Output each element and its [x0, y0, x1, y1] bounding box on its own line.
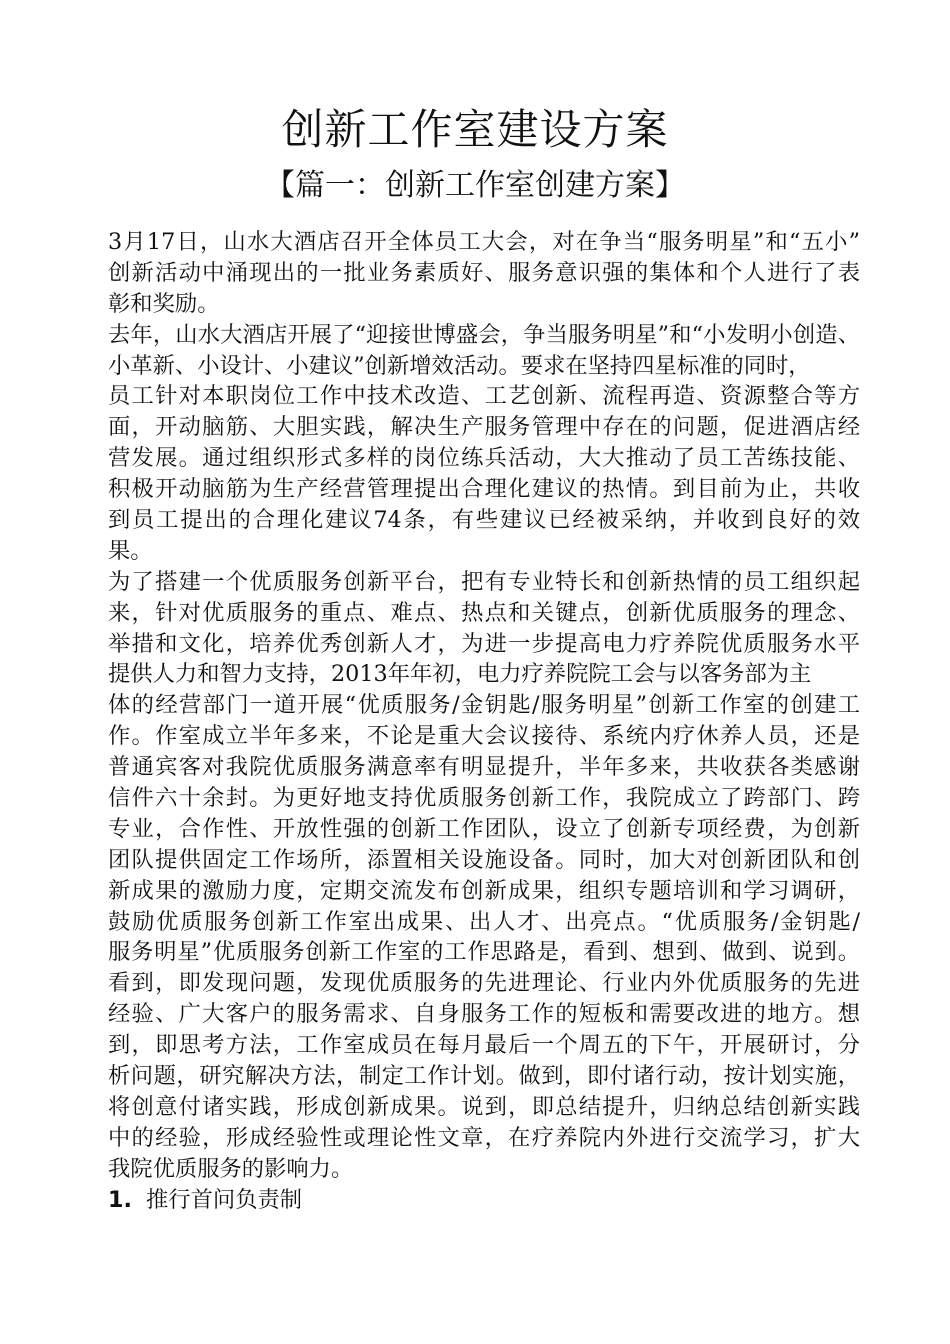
- body-line: 专业，合作性、开放性强的创新工作团队，设立了创新专项经费，为创新: [108, 815, 860, 842]
- body-line: 析问题，研究解决方法，制定工作计划。做到，即付诸行动，按计划实施，: [108, 1063, 860, 1090]
- body-line: 3月17日，山水大酒店召开全体员工大会，对在争当“服务明星”和“五小”: [108, 229, 860, 255]
- body-line: 作。作室成立半年多来，不论是重大会议接待、系统内疗休养人员，还是: [108, 723, 860, 750]
- body-line: 我院优质服务的影响力。: [108, 1155, 354, 1182]
- body-line: 创新活动中涌现出的一批业务素质好、服务意识强的集体和个人进行了表: [108, 259, 860, 286]
- body-line: 举措和文化，培养优秀创新人才，为进一步提高电力疗养院优质服务水平: [108, 630, 860, 657]
- body-line: 服务明星”优质服务创新工作室的工作思路是，看到、想到、做到、说到。: [108, 939, 860, 966]
- body-line: 中的经验，形成经验性或理论性文章，在疗养院内外进行交流学习，扩大: [108, 1124, 860, 1151]
- body-line: 员工针对本职岗位工作中技术改造、工艺创新、流程再造、资源整合等方: [108, 383, 860, 410]
- body-line: 看到，即发现问题，发现优质服务的先进理论、行业内外优质服务的先进: [108, 970, 860, 997]
- body-line: 将创意付诸实践，形成创新成果。说到，即总结提升，归纳总结创新实践: [108, 1093, 860, 1120]
- body-line: 鼓励优质服务创新工作室出成果、出人才、出亮点。“优质服务/金钥匙/: [108, 908, 860, 935]
- body-line: 小革新、小设计、小建议”创新增效活动。要求在坚持四星标准的同时，: [108, 352, 811, 379]
- document-subtitle: 【篇一：创新工作室创建方案】: [265, 168, 685, 203]
- body-line: 营发展。通过组织形式多样的岗位练兵活动，大大推动了员工苦练技能、: [108, 445, 860, 472]
- body-line: 面，开动脑筋、大胆实践，解决生产服务管理中存在的问题，促进酒店经: [108, 414, 860, 441]
- body-line: 到员工提出的合理化建议74条，有些建议已经被采纳，并收到良好的效: [108, 507, 860, 534]
- body-line: 团队提供固定工作场所，添置相关设施设备。同时，加大对创新团队和创: [108, 846, 860, 873]
- body-line: 去年，山水大酒店开展了“迎接世博盛会，争当服务明星”和“小发明小创造、: [108, 321, 860, 348]
- body-line: 经验、广大客户的服务需求、自身服务工作的短板和需要改进的地方。想: [108, 1001, 860, 1028]
- list-item-text: 推行首问负责制: [146, 1186, 303, 1213]
- body-line: 积极开动脑筋为生产经营管理提出合理化建议的热情。到目前为止，共收: [108, 476, 860, 503]
- list-item-heading: [108, 1185, 860, 1216]
- body-line: 彰和奖励。: [108, 290, 220, 317]
- body-line: 信件六十余封。为更好地支持优质服务创新工作，我院成立了跨部门、跨: [108, 785, 860, 812]
- list-item-number: 1.: [108, 1186, 132, 1213]
- body-line: 提供人力和智力支持，2013年年初，电力疗养院院工会与以客务部为主: [108, 661, 812, 688]
- body-line: 果。: [108, 537, 153, 564]
- body-line: 来，针对优质服务的重点、难点、热点和关键点，创新优质服务的理念、: [108, 599, 860, 626]
- document-title: 创新工作室建设方案: [281, 105, 669, 154]
- body-line: 到，即思考方法，工作室成员在每月最后一个周五的下午，开展研讨，分: [108, 1032, 860, 1059]
- body-line: 新成果的激励力度，定期交流发布创新成果，组织专题培训和学习调研，: [108, 877, 860, 904]
- document-body: [108, 227, 860, 1216]
- body-line: 为了搭建一个优质服务创新平台，把有专业特长和创新热情的员工组织起: [108, 568, 860, 595]
- body-line: 普通宾客对我院优质服务满意率有明显提升，半年多来，共收获各类感谢: [108, 754, 860, 781]
- body-line: 体的经营部门一道开展“优质服务/金钥匙/服务明星”创新工作室的创建工: [108, 692, 860, 719]
